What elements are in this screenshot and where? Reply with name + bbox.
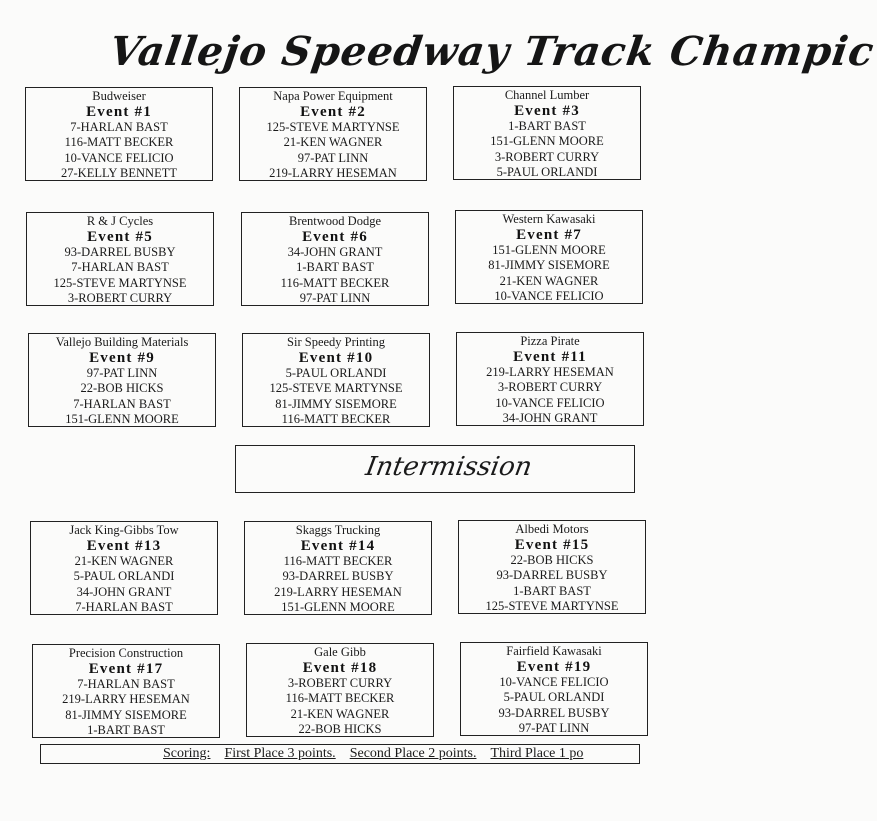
sponsor-name: Pizza Pirate bbox=[520, 334, 580, 348]
event-box-2 bbox=[239, 87, 427, 181]
driver-entry: 81-JIMMY SISEMORE bbox=[65, 707, 187, 722]
event-number: Event #3 bbox=[514, 103, 580, 119]
driver-entry: 27-KELLY BENNETT bbox=[61, 166, 177, 181]
event-number: Event #17 bbox=[88, 661, 164, 677]
event-number: Event #19 bbox=[516, 659, 592, 675]
event-number: Event #1 bbox=[86, 104, 152, 120]
event-number: Event #11 bbox=[513, 349, 587, 365]
event-box-9 bbox=[28, 333, 216, 427]
scoring-second: Second Place 2 points. bbox=[349, 746, 477, 761]
driver-entry: 151-GLENN MOORE bbox=[281, 600, 395, 615]
driver-entry: 125-STEVE MARTYNSE bbox=[266, 120, 400, 134]
event-number: Event #14 bbox=[300, 538, 376, 554]
driver-entry: 125-STEVE MARTYNSE bbox=[485, 599, 619, 614]
driver-entry: 81-JIMMY SISEMORE bbox=[275, 396, 397, 411]
sponsor-name: Budweiser bbox=[92, 89, 146, 103]
event-box-11 bbox=[456, 332, 644, 426]
sponsor-name: Fairfield Kawasaki bbox=[506, 644, 602, 658]
sponsor-name: Western Kawasaki bbox=[502, 212, 596, 226]
driver-entry: 116-MATT BECKER bbox=[281, 412, 391, 427]
driver-entry: 3-ROBERT CURRY bbox=[494, 149, 600, 164]
driver-entry: 3-ROBERT CURRY bbox=[497, 380, 603, 395]
driver-entry: 116-MATT BECKER bbox=[64, 135, 174, 150]
driver-entry: 3-ROBERT CURRY bbox=[287, 676, 393, 690]
sponsor-name: Gale Gibb bbox=[314, 645, 366, 659]
driver-entry: 93-DARREL BUSBY bbox=[64, 245, 176, 259]
driver-entry: 116-MATT BECKER bbox=[283, 554, 393, 568]
driver-entry: 97-PAT LINN bbox=[299, 291, 371, 306]
sponsor-name: Precision Construction bbox=[68, 646, 184, 660]
sponsor-name: Vallejo Building Materials bbox=[55, 335, 189, 349]
sponsor-name: Jack King-Gibbs Tow bbox=[69, 523, 179, 537]
driver-entry: 21-KEN WAGNER bbox=[74, 554, 174, 568]
driver-entry: 1-BART BAST bbox=[296, 260, 374, 275]
sponsor-name: Skaggs Trucking bbox=[295, 523, 381, 537]
driver-entry: 93-DARREL BUSBY bbox=[282, 569, 394, 584]
driver-entry: 5-PAUL ORLANDI bbox=[285, 366, 387, 380]
driver-entry: 5-PAUL ORLANDI bbox=[73, 569, 175, 584]
driver-entry: 10-VANCE FELICIO bbox=[495, 395, 605, 410]
driver-entry: 7-HARLAN BAST bbox=[73, 396, 171, 411]
sponsor-name: Brentwood Dodge bbox=[289, 214, 381, 228]
driver-entry: 21-KEN WAGNER bbox=[499, 273, 599, 288]
event-number: Event #18 bbox=[302, 660, 378, 676]
event-number: Event #7 bbox=[516, 227, 582, 243]
event-box-6 bbox=[241, 212, 429, 306]
driver-entry: 34-JOHN GRANT bbox=[76, 584, 172, 599]
driver-entry: 97-PAT LINN bbox=[518, 721, 590, 736]
event-number: Event #9 bbox=[89, 350, 155, 366]
driver-entry: 7-HARLAN BAST bbox=[71, 260, 169, 275]
intermission-label: Intermission bbox=[363, 452, 535, 482]
sponsor-name: Napa Power Equipment bbox=[273, 89, 393, 103]
event-number: Event #5 bbox=[87, 229, 153, 245]
driver-entry: 3-ROBERT CURRY bbox=[67, 291, 173, 306]
scoring-third: Third Place 1 po bbox=[490, 746, 584, 761]
driver-entry: 93-DARREL BUSBY bbox=[498, 705, 610, 720]
event-number: Event #6 bbox=[302, 229, 368, 245]
scoring-first: First Place 3 points. bbox=[224, 746, 336, 761]
driver-entry: 116-MATT BECKER bbox=[285, 691, 395, 706]
driver-entry: 219-LARRY HESEMAN bbox=[269, 166, 397, 181]
event-box-19 bbox=[460, 642, 648, 736]
scoring-banner bbox=[40, 744, 640, 764]
driver-entry: 10-VANCE FELICIO bbox=[499, 675, 609, 689]
driver-entry: 7-HARLAN BAST bbox=[70, 120, 168, 134]
event-number: Event #13 bbox=[86, 538, 162, 554]
driver-entry: 21-KEN WAGNER bbox=[283, 135, 383, 150]
event-box-14 bbox=[244, 521, 432, 615]
event-box-13 bbox=[30, 521, 218, 615]
sponsor-name: R & J Cycles bbox=[86, 214, 154, 228]
driver-entry: 93-DARREL BUSBY bbox=[496, 568, 608, 583]
event-box-1 bbox=[25, 87, 213, 181]
driver-entry: 125-STEVE MARTYNSE bbox=[53, 275, 187, 290]
event-box-10 bbox=[242, 333, 430, 427]
event-number: Event #2 bbox=[300, 104, 366, 120]
driver-entry: 22-BOB HICKS bbox=[298, 722, 382, 737]
driver-entry: 219-LARRY HESEMAN bbox=[274, 584, 402, 599]
event-box-7 bbox=[455, 210, 643, 304]
event-number: Event #15 bbox=[514, 537, 590, 553]
event-box-5 bbox=[26, 212, 214, 306]
driver-entry: 125-STEVE MARTYNSE bbox=[269, 381, 403, 396]
driver-entry: 10-VANCE FELICIO bbox=[494, 289, 604, 304]
driver-entry: 151-GLENN MOORE bbox=[490, 134, 604, 149]
driver-entry: 1-BART BAST bbox=[508, 119, 586, 133]
event-box-15 bbox=[458, 520, 646, 614]
driver-entry: 7-HARLAN BAST bbox=[75, 600, 173, 615]
driver-entry: 34-JOHN GRANT bbox=[502, 411, 598, 426]
driver-entry: 219-LARRY HESEMAN bbox=[62, 692, 190, 707]
driver-entry: 22-BOB HICKS bbox=[510, 553, 594, 567]
scoring-text bbox=[163, 746, 597, 762]
driver-entry: 10-VANCE FELICIO bbox=[64, 150, 174, 165]
intermission-banner bbox=[235, 445, 635, 493]
event-box-3 bbox=[453, 86, 641, 180]
driver-entry: 1-BART BAST bbox=[87, 723, 165, 738]
driver-entry: 151-GLENN MOORE bbox=[65, 412, 179, 427]
driver-entry: 116-MATT BECKER bbox=[280, 275, 390, 290]
driver-entry: 219-LARRY HESEMAN bbox=[486, 365, 614, 379]
driver-entry: 97-PAT LINN bbox=[297, 150, 369, 165]
driver-entry: 5-PAUL ORLANDI bbox=[503, 690, 605, 705]
sponsor-name: Channel Lumber bbox=[504, 88, 590, 102]
driver-entry: 34-JOHN GRANT bbox=[287, 245, 383, 259]
driver-entry: 5-PAUL ORLANDI bbox=[496, 165, 598, 180]
driver-entry: 97-PAT LINN bbox=[86, 366, 158, 380]
scoring-label: Scoring: bbox=[163, 746, 211, 761]
event-box-17 bbox=[32, 644, 220, 738]
driver-entry: 1-BART BAST bbox=[513, 583, 591, 598]
event-box-18 bbox=[246, 643, 434, 737]
sponsor-name: Sir Speedy Printing bbox=[287, 335, 385, 349]
driver-entry: 151-GLENN MOORE bbox=[492, 243, 606, 257]
page-title: Vallejo Speedway Track Champic bbox=[106, 28, 877, 75]
sponsor-name: Albedi Motors bbox=[515, 522, 589, 536]
event-number: Event #10 bbox=[298, 350, 374, 366]
driver-entry: 22-BOB HICKS bbox=[80, 381, 164, 396]
driver-entry: 7-HARLAN BAST bbox=[77, 677, 175, 691]
driver-entry: 81-JIMMY SISEMORE bbox=[488, 258, 610, 273]
driver-entry: 21-KEN WAGNER bbox=[290, 706, 390, 721]
